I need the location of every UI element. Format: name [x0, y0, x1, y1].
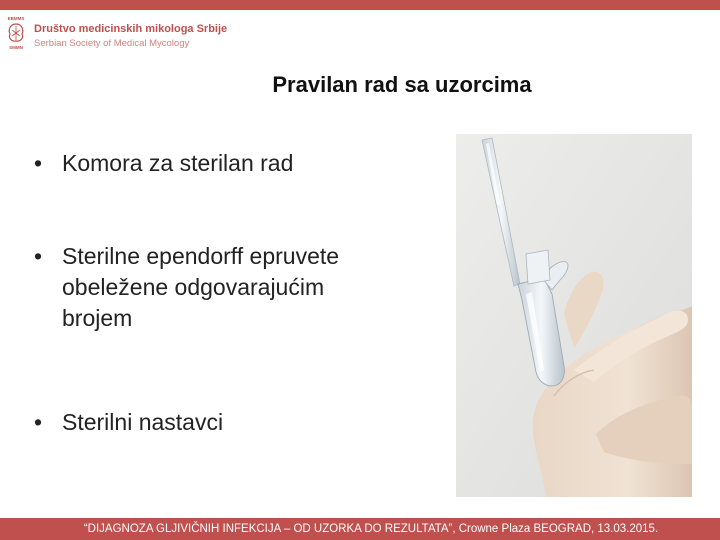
society-logo — [4, 14, 28, 52]
logo-text-top: EBMMS — [7, 16, 25, 21]
organization-subname: Serbian Society of Medical Mycology — [34, 38, 190, 49]
organization-name: Društvo medicinskih mikologa Srbije — [34, 23, 228, 35]
bullet-marker: • — [34, 150, 43, 176]
footer-conference-text: “DIJAGNOZA GLJIVIČNIH INFEKCIJA – OD UZORKA DO REZULTATA”, Crowne Plaza BEOGRAD, 13.03.2015. — [83, 523, 659, 535]
bullet-item — [34, 407, 462, 438]
bullet-item — [34, 148, 462, 179]
bullet-text: Sterilni nastavci — [62, 409, 224, 435]
gloved-hand-with-eppendorf-tube-photo — [456, 134, 692, 497]
footer-band — [0, 518, 720, 540]
logo-text-bottom: SMMN — [9, 45, 23, 50]
bullet-marker: • — [34, 409, 43, 435]
slide-title: Pravilan rad sa uzorcima — [272, 72, 532, 97]
bullet-text: Sterilne ependorff epruvete obeležene odgovarajućim brojem — [62, 243, 340, 331]
organization-header — [4, 14, 264, 54]
bullet-item — [34, 241, 362, 334]
bullet-marker: • — [34, 243, 43, 269]
top-accent-band — [0, 0, 720, 10]
bullet-text: Komora za sterilan rad — [62, 150, 294, 176]
